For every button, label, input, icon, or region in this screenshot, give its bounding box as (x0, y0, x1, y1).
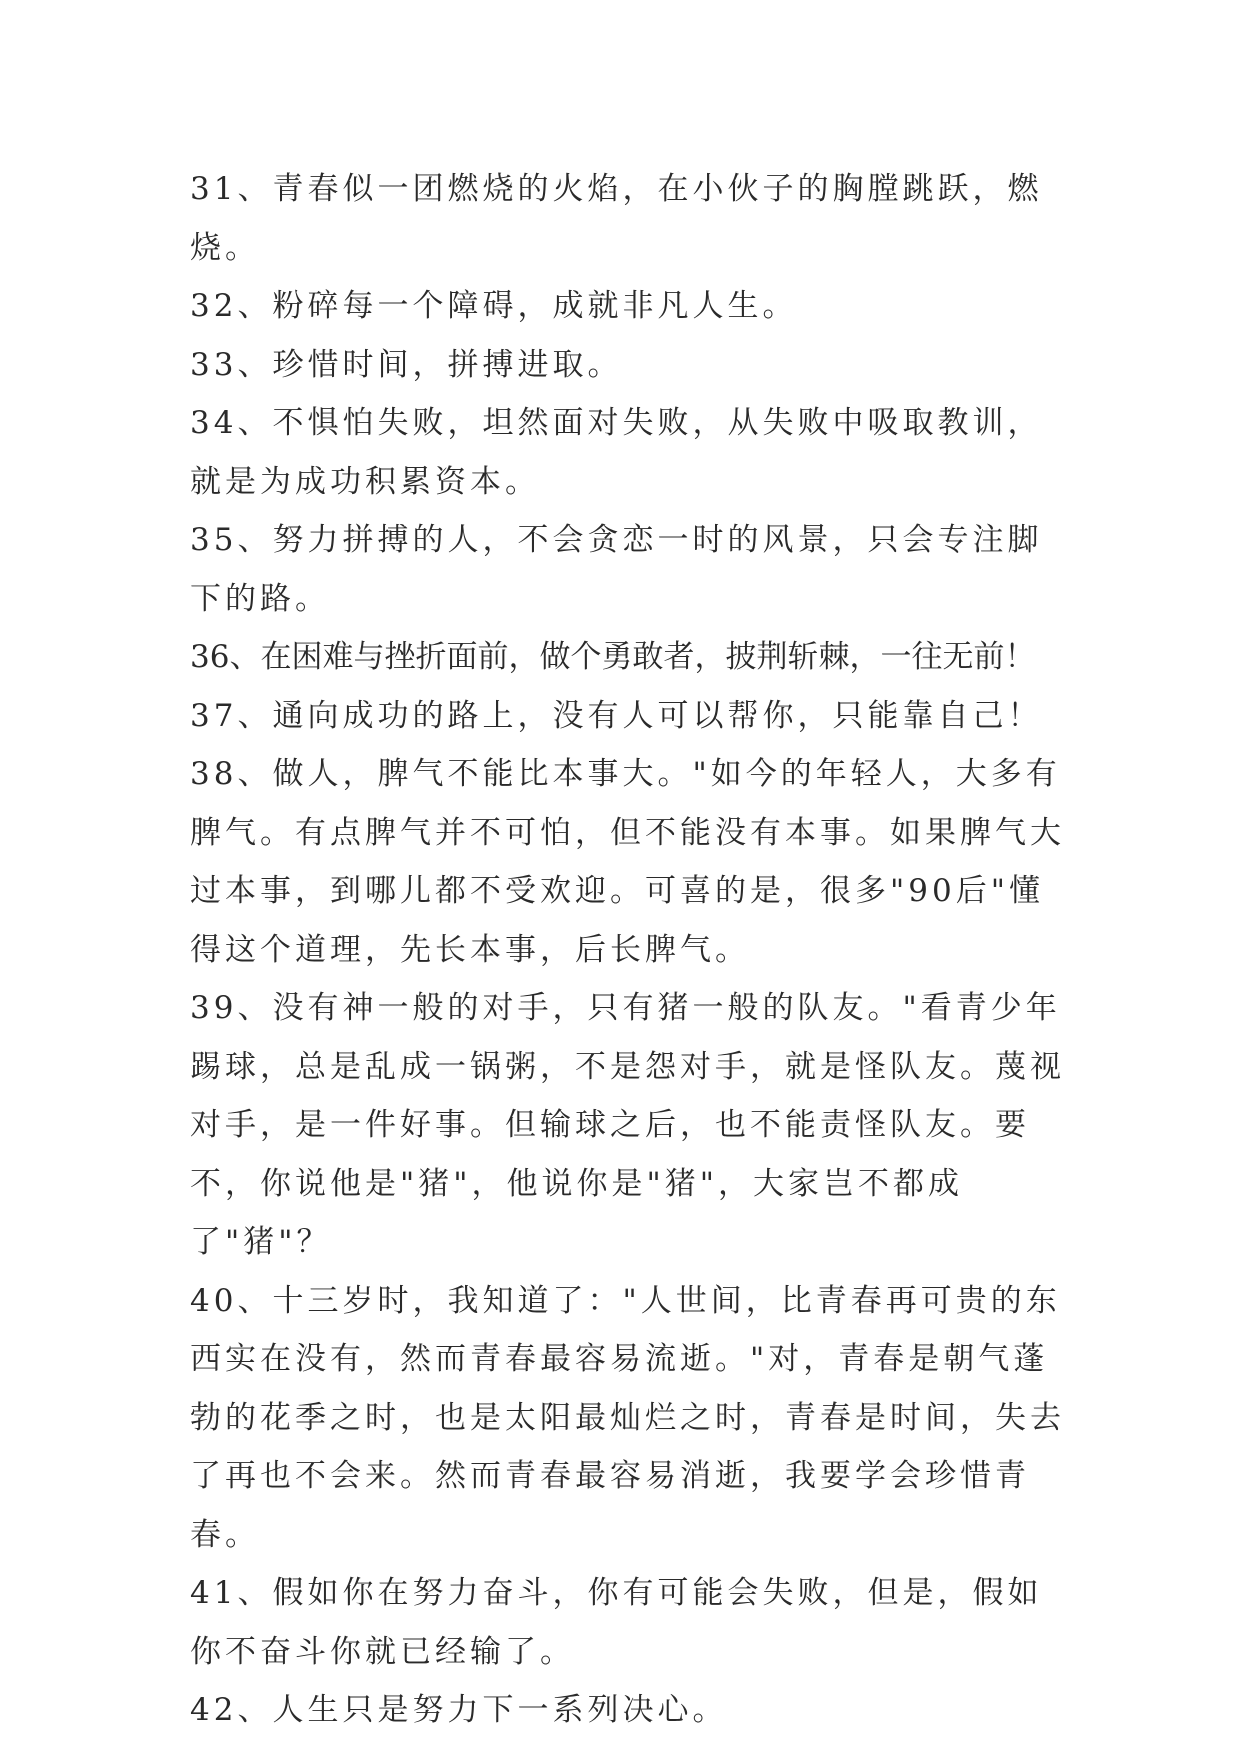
paragraph-33: 33、珍惜时间，拼搏进取。 (190, 346, 623, 383)
paragraph-39: 39、没有神一般的对手，只有猪一般的队友。"看青少年踢球，总是乱成一锅粥，不是怨对手，就是怪队友。蔑视对手，是一件好事。但输球之后，也不能责怪队友。要不，你说他是"猪"，他说你是"猪"，大家岂不都成了"猪"？ (190, 990, 1065, 1260)
paragraph-42: 42、人生只是努力下一系列决心。 (190, 1692, 728, 1728)
paragraph-36: 36、在困难与挫折面前，做个勇敢者，披荆斩棘，一往无前！ (190, 639, 1036, 675)
paragraph-35: 35、努力拼搏的人，不会贪恋一时的风景，只会专注脚下的路。 (190, 522, 1043, 617)
document-body (190, 160, 1070, 1740)
paragraph-38: 38、做人，脾气不能比本事大。"如今的年轻人，大多有脾气。有点脾气并不可怕，但不能没有本事。如果脾气大过本事，到哪儿都不受欢迎。可喜的是，很多"90后"懂得这个道理，先长本事，后长脾气。 (190, 756, 1065, 968)
paragraph-31: 31、青春似一团燃烧的火焰，在小伙子的胸膛跳跃，燃烧。 (190, 171, 1043, 266)
paragraph-32: 32、粉碎每一个障碍，成就非凡人生。 (190, 288, 798, 324)
paragraph-41: 41、假如你在努力奋斗，你有可能会失败，但是，假如你不奋斗你就已经输了。 (190, 1575, 1043, 1670)
paragraph-40: 40、十三岁时，我知道了："人世间，比青春再可贵的东西实在没有，然而青春最容易流逝。"对，青春是朝气蓬勃的花季之时，也是太阳最灿烂之时，青春是时间，失去了再也不会来。然而青春最容易消逝，我要学会珍惜青春。 (190, 1282, 1065, 1553)
paragraph-34: 34、不惧怕失败，坦然面对失败，从失败中吸取教训，就是为成功积累资本。 (190, 405, 1043, 500)
paragraph-37: 37、通向成功的路上，没有人可以帮你，只能靠自己！ (190, 697, 1043, 734)
